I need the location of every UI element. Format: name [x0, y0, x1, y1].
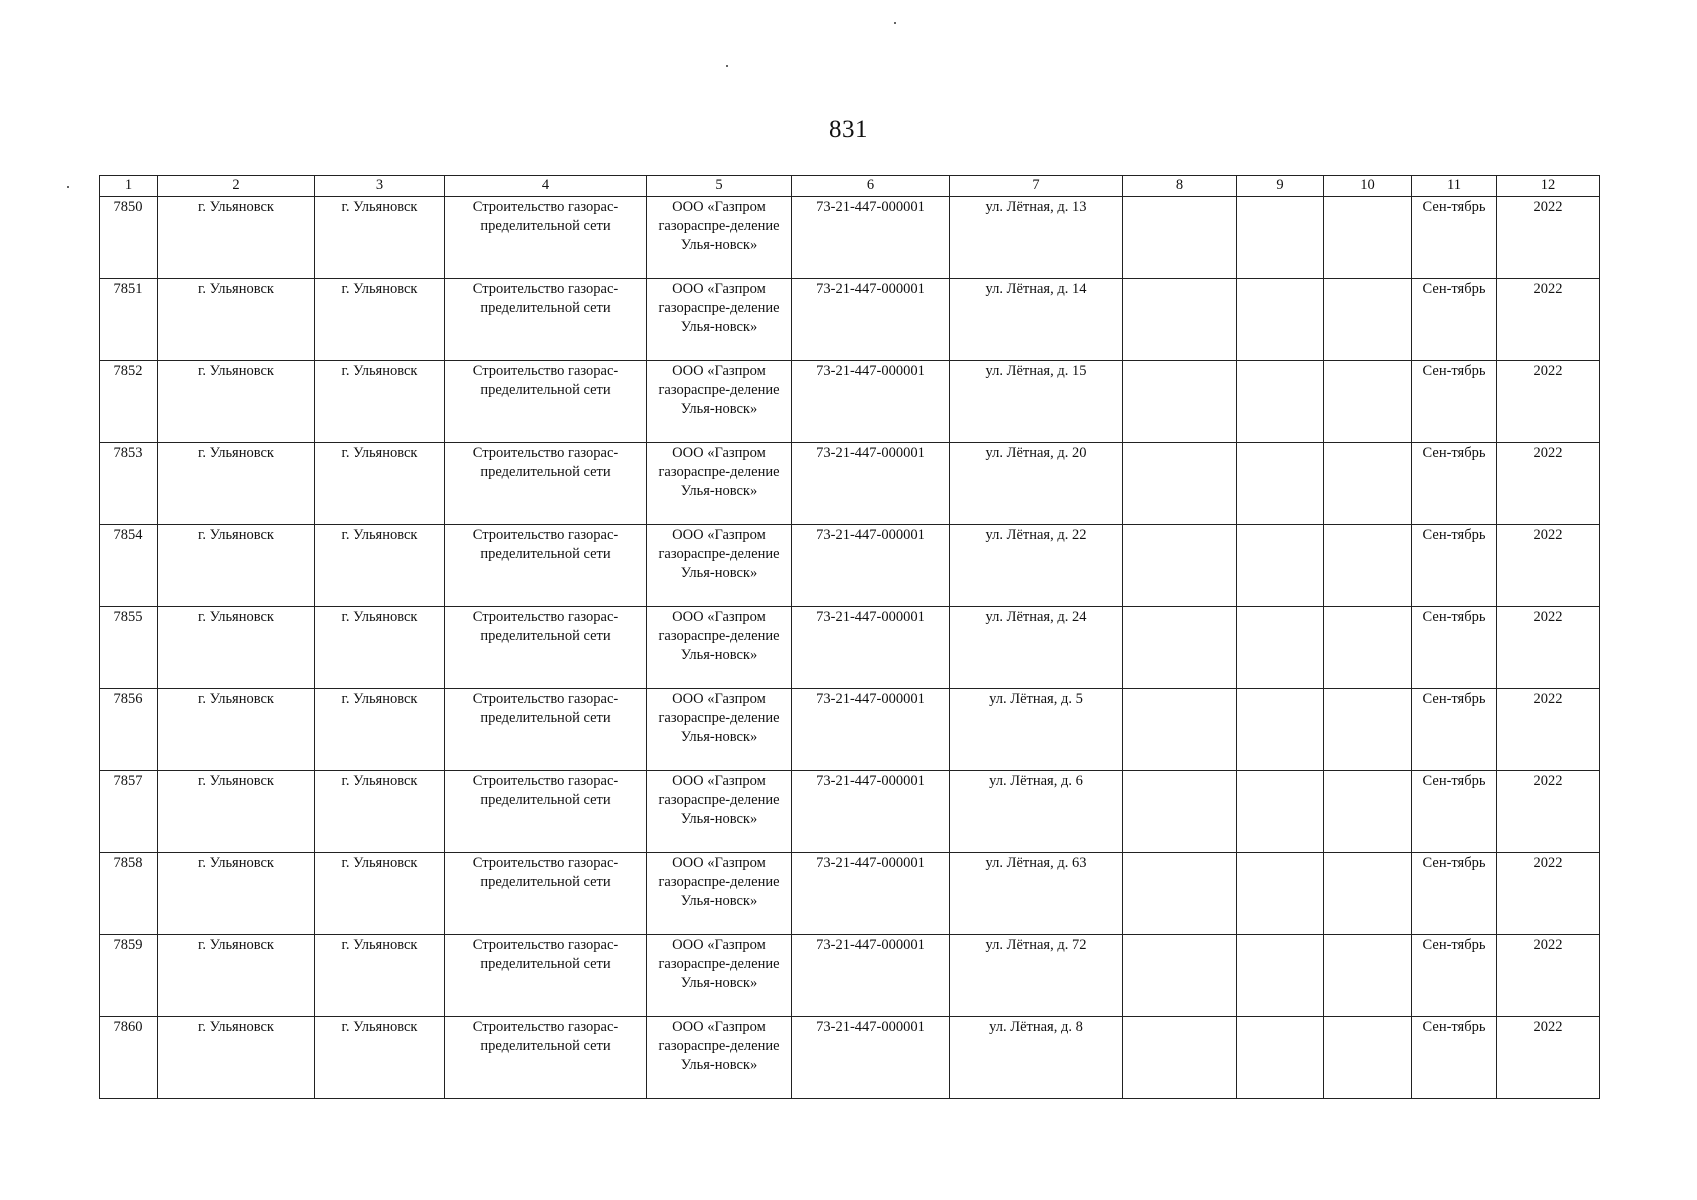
column-8-cell — [1123, 771, 1237, 853]
address-cell: ул. Лётная, д. 14 — [950, 279, 1123, 361]
locality-cell: г. Ульяновск — [158, 689, 315, 771]
locality-cell: г. Ульяновск — [158, 279, 315, 361]
column-8-cell — [1123, 279, 1237, 361]
work-type-cell: Строительство газорас-пределительной сети — [445, 279, 647, 361]
column-9-cell — [1237, 443, 1324, 525]
row-number-cell: 7852 — [100, 361, 158, 443]
month-cell: Сен-тябрь — [1412, 853, 1497, 935]
month-cell: Сен-тябрь — [1412, 361, 1497, 443]
column-8-cell — [1123, 525, 1237, 607]
column-10-cell — [1324, 443, 1412, 525]
year-cell: 2022 — [1497, 771, 1600, 853]
month-cell: Сен-тябрь — [1412, 771, 1497, 853]
settlement-cell: г. Ульяновск — [315, 1017, 445, 1099]
locality-cell: г. Ульяновск — [158, 361, 315, 443]
month-cell: Сен-тябрь — [1412, 279, 1497, 361]
work-type-cell: Строительство газорас-пределительной сети — [445, 853, 647, 935]
scan-speck — [726, 65, 728, 67]
column-9-cell — [1237, 689, 1324, 771]
column-header: 11 — [1412, 176, 1497, 197]
month-cell: Сен-тябрь — [1412, 689, 1497, 771]
month-cell: Сен-тябрь — [1412, 935, 1497, 1017]
table-row — [100, 771, 1600, 853]
locality-cell: г. Ульяновск — [158, 197, 315, 279]
year-cell: 2022 — [1497, 443, 1600, 525]
address-cell: ул. Лётная, д. 5 — [950, 689, 1123, 771]
column-9-cell — [1237, 279, 1324, 361]
locality-cell: г. Ульяновск — [158, 853, 315, 935]
work-type-cell: Строительство газорас-пределительной сети — [445, 689, 647, 771]
year-cell: 2022 — [1497, 279, 1600, 361]
table-row — [100, 689, 1600, 771]
row-number-cell: 7856 — [100, 689, 158, 771]
year-cell: 2022 — [1497, 853, 1600, 935]
address-cell: ул. Лётная, д. 72 — [950, 935, 1123, 1017]
column-header: 5 — [647, 176, 792, 197]
operator-cell: ООО «Газпром газораспре-деление Улья-новск» — [647, 935, 792, 1017]
scan-speck — [67, 186, 69, 188]
address-cell: ул. Лётная, д. 20 — [950, 443, 1123, 525]
month-cell: Сен-тябрь — [1412, 1017, 1497, 1099]
row-number-cell: 7855 — [100, 607, 158, 689]
table-row — [100, 525, 1600, 607]
address-cell: ул. Лётная, д. 6 — [950, 771, 1123, 853]
address-cell: ул. Лётная, д. 15 — [950, 361, 1123, 443]
column-8-cell — [1123, 607, 1237, 689]
operator-cell: ООО «Газпром газораспре-деление Улья-новск» — [647, 279, 792, 361]
column-9-cell — [1237, 197, 1324, 279]
settlement-cell: г. Ульяновск — [315, 607, 445, 689]
column-10-cell — [1324, 853, 1412, 935]
row-number-cell: 7851 — [100, 279, 158, 361]
column-header: 4 — [445, 176, 647, 197]
year-cell: 2022 — [1497, 197, 1600, 279]
table-row — [100, 197, 1600, 279]
year-cell: 2022 — [1497, 607, 1600, 689]
column-header: 7 — [950, 176, 1123, 197]
year-cell: 2022 — [1497, 935, 1600, 1017]
address-cell: ул. Лётная, д. 22 — [950, 525, 1123, 607]
settlement-cell: г. Ульяновск — [315, 279, 445, 361]
year-cell: 2022 — [1497, 361, 1600, 443]
code-cell: 73-21-447-000001 — [792, 197, 950, 279]
address-cell: ул. Лётная, д. 63 — [950, 853, 1123, 935]
operator-cell: ООО «Газпром газораспре-деление Улья-новск» — [647, 771, 792, 853]
operator-cell: ООО «Газпром газораспре-деление Улья-новск» — [647, 525, 792, 607]
column-header: 8 — [1123, 176, 1237, 197]
settlement-cell: г. Ульяновск — [315, 771, 445, 853]
locality-cell: г. Ульяновск — [158, 525, 315, 607]
column-10-cell — [1324, 525, 1412, 607]
column-8-cell — [1123, 443, 1237, 525]
register-table — [99, 175, 1600, 1099]
page-number: 831 — [829, 116, 868, 143]
column-9-cell — [1237, 771, 1324, 853]
operator-cell: ООО «Газпром газораспре-деление Улья-новск» — [647, 689, 792, 771]
row-number-cell: 7854 — [100, 525, 158, 607]
year-cell: 2022 — [1497, 689, 1600, 771]
table-row — [100, 443, 1600, 525]
locality-cell: г. Ульяновск — [158, 771, 315, 853]
column-9-cell — [1237, 607, 1324, 689]
row-number-cell: 7850 — [100, 197, 158, 279]
scan-speck — [894, 22, 896, 24]
work-type-cell: Строительство газорас-пределительной сети — [445, 771, 647, 853]
code-cell: 73-21-447-000001 — [792, 525, 950, 607]
month-cell: Сен-тябрь — [1412, 443, 1497, 525]
settlement-cell: г. Ульяновск — [315, 689, 445, 771]
column-10-cell — [1324, 197, 1412, 279]
code-cell: 73-21-447-000001 — [792, 607, 950, 689]
column-header: 3 — [315, 176, 445, 197]
table-row — [100, 279, 1600, 361]
table-row — [100, 853, 1600, 935]
code-cell: 73-21-447-000001 — [792, 853, 950, 935]
column-10-cell — [1324, 361, 1412, 443]
table-row — [100, 1017, 1600, 1099]
column-10-cell — [1324, 689, 1412, 771]
column-8-cell — [1123, 689, 1237, 771]
table-row — [100, 607, 1600, 689]
row-number-cell: 7860 — [100, 1017, 158, 1099]
code-cell: 73-21-447-000001 — [792, 279, 950, 361]
work-type-cell: Строительство газорас-пределительной сети — [445, 607, 647, 689]
operator-cell: ООО «Газпром газораспре-деление Улья-новск» — [647, 1017, 792, 1099]
operator-cell: ООО «Газпром газораспре-деление Улья-новск» — [647, 443, 792, 525]
operator-cell: ООО «Газпром газораспре-деление Улья-новск» — [647, 361, 792, 443]
settlement-cell: г. Ульяновск — [315, 525, 445, 607]
column-header: 10 — [1324, 176, 1412, 197]
row-number-cell: 7859 — [100, 935, 158, 1017]
column-8-cell — [1123, 197, 1237, 279]
column-8-cell — [1123, 853, 1237, 935]
column-8-cell — [1123, 361, 1237, 443]
code-cell: 73-21-447-000001 — [792, 935, 950, 1017]
code-cell: 73-21-447-000001 — [792, 1017, 950, 1099]
column-9-cell — [1237, 525, 1324, 607]
month-cell: Сен-тябрь — [1412, 607, 1497, 689]
work-type-cell: Строительство газорас-пределительной сети — [445, 443, 647, 525]
address-cell: ул. Лётная, д. 8 — [950, 1017, 1123, 1099]
column-9-cell — [1237, 361, 1324, 443]
code-cell: 73-21-447-000001 — [792, 443, 950, 525]
column-10-cell — [1324, 771, 1412, 853]
work-type-cell: Строительство газорас-пределительной сети — [445, 525, 647, 607]
row-number-cell: 7857 — [100, 771, 158, 853]
locality-cell: г. Ульяновск — [158, 443, 315, 525]
column-10-cell — [1324, 607, 1412, 689]
column-10-cell — [1324, 1017, 1412, 1099]
row-number-cell: 7853 — [100, 443, 158, 525]
table-row — [100, 361, 1600, 443]
month-cell: Сен-тябрь — [1412, 197, 1497, 279]
operator-cell: ООО «Газпром газораспре-деление Улья-новск» — [647, 197, 792, 279]
address-cell: ул. Лётная, д. 24 — [950, 607, 1123, 689]
work-type-cell: Строительство газорас-пределительной сети — [445, 197, 647, 279]
column-9-cell — [1237, 1017, 1324, 1099]
work-type-cell: Строительство газорас-пределительной сети — [445, 361, 647, 443]
code-cell: 73-21-447-000001 — [792, 689, 950, 771]
year-cell: 2022 — [1497, 525, 1600, 607]
column-9-cell — [1237, 853, 1324, 935]
locality-cell: г. Ульяновск — [158, 1017, 315, 1099]
code-cell: 73-21-447-000001 — [792, 771, 950, 853]
column-8-cell — [1123, 1017, 1237, 1099]
column-10-cell — [1324, 279, 1412, 361]
row-number-cell: 7858 — [100, 853, 158, 935]
column-header: 6 — [792, 176, 950, 197]
locality-cell: г. Ульяновск — [158, 935, 315, 1017]
column-header: 1 — [100, 176, 158, 197]
column-10-cell — [1324, 935, 1412, 1017]
settlement-cell: г. Ульяновск — [315, 853, 445, 935]
header-row — [100, 176, 1600, 197]
column-header: 12 — [1497, 176, 1600, 197]
settlement-cell: г. Ульяновск — [315, 443, 445, 525]
settlement-cell: г. Ульяновск — [315, 361, 445, 443]
settlement-cell: г. Ульяновск — [315, 197, 445, 279]
operator-cell: ООО «Газпром газораспре-деление Улья-новск» — [647, 607, 792, 689]
table-row — [100, 935, 1600, 1017]
column-header: 2 — [158, 176, 315, 197]
work-type-cell: Строительство газорас-пределительной сети — [445, 1017, 647, 1099]
locality-cell: г. Ульяновск — [158, 607, 315, 689]
column-8-cell — [1123, 935, 1237, 1017]
month-cell: Сен-тябрь — [1412, 525, 1497, 607]
column-header: 9 — [1237, 176, 1324, 197]
column-9-cell — [1237, 935, 1324, 1017]
address-cell: ул. Лётная, д. 13 — [950, 197, 1123, 279]
code-cell: 73-21-447-000001 — [792, 361, 950, 443]
settlement-cell: г. Ульяновск — [315, 935, 445, 1017]
year-cell: 2022 — [1497, 1017, 1600, 1099]
work-type-cell: Строительство газорас-пределительной сети — [445, 935, 647, 1017]
operator-cell: ООО «Газпром газораспре-деление Улья-новск» — [647, 853, 792, 935]
